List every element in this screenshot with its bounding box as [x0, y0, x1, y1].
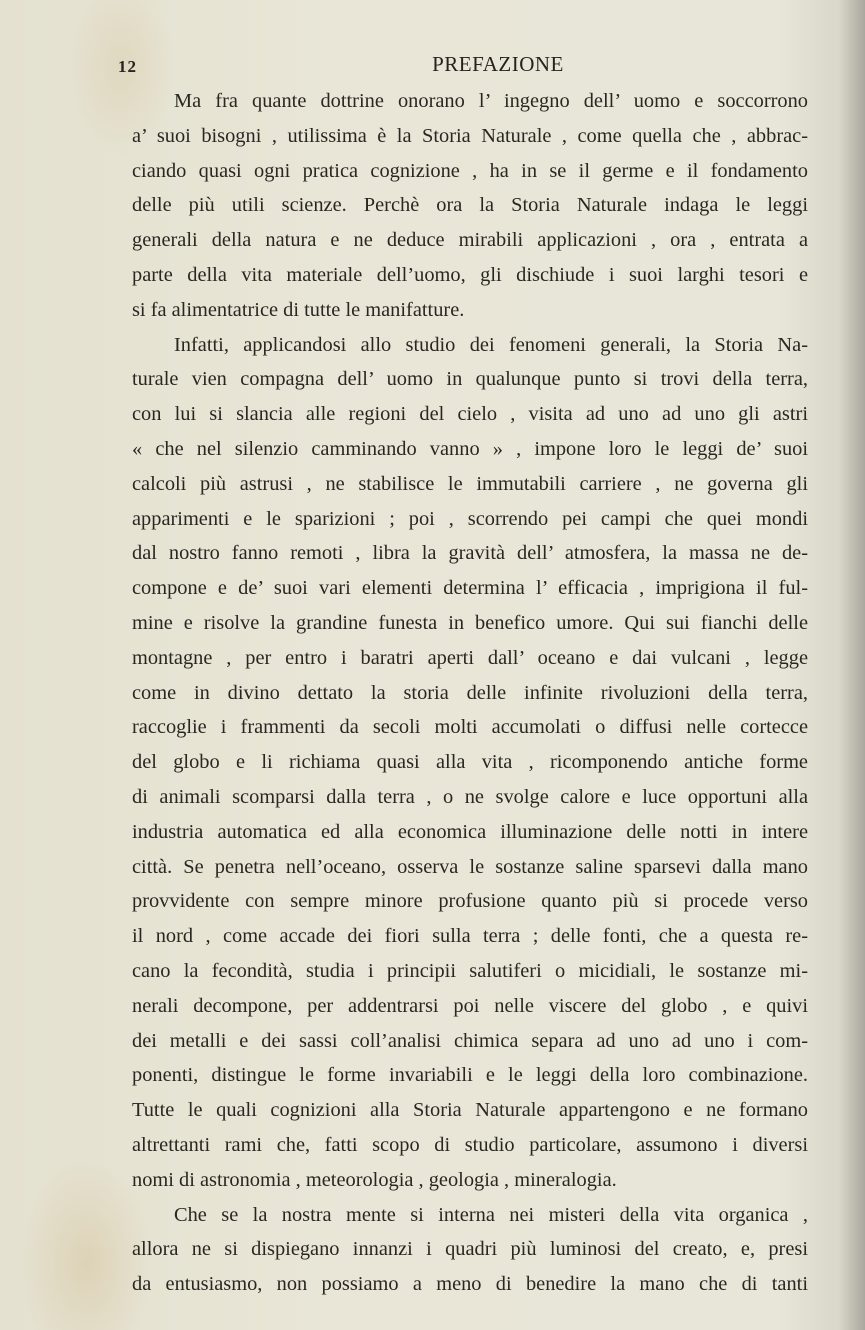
text-line: del globo e li richiama quasi alla vita , ricomponendo antiche forme: [132, 751, 808, 774]
paragraph: [132, 1198, 808, 1302]
text-line: calcoli più astrusi , ne stabilisce le immutabili carriere , ne governa gli: [132, 472, 808, 495]
text-line: raccoglie i frammenti da secoli molti accumolati o diffusi nelle cortecce: [132, 716, 808, 739]
text-line: provvidente con sempre minore profusione quanto più si procede verso: [132, 890, 808, 913]
text-line: parte della vita materiale dell’uomo, gli dischiude i suoi larghi tesori e: [132, 263, 808, 286]
running-title: PREFAZIONE: [432, 52, 564, 76]
text-line: Tutte le quali cognizioni alla Storia Naturale appartengono e ne formano: [132, 1099, 808, 1122]
text-line: allora ne si dispiegano innanzi i quadri più luminosi del creato, e, presi: [132, 1238, 808, 1261]
text-line: Ma fra quante dottrine onorano l’ ingegno dell’ uomo e soccorrono: [174, 90, 808, 112]
text-line: mine e risolve la grandine funesta in benefico umore. Qui sui fianchi delle: [132, 611, 808, 634]
text-line: nerali decompone, per addentrarsi poi nelle viscere del globo , e quivi: [132, 994, 808, 1017]
text-line: turale vien compagna dell’ uomo in qualunque punto si trovi della terra,: [132, 368, 808, 391]
page-number: 12: [118, 57, 137, 76]
text-line: nomi di astronomia , meteorologia , geologia , mineralogia.: [132, 1168, 617, 1191]
text-line: apparimenti e le sparizioni ; poi , scorrendo pei campi che quei mondi: [132, 507, 808, 530]
text-line: si fa alimentatrice di tutte le manifatture.: [132, 298, 465, 321]
text-line: « che nel silenzio camminando vanno » , impone loro le leggi de’ suoi: [132, 437, 808, 460]
text-line: cano la fecondità, studia i principii salutiferi o micidiali, le sostanze mi-: [132, 959, 808, 982]
text-line: il nord , come accade dei fiori sulla terra ; delle fonti, che a questa re-: [132, 925, 808, 948]
text-line: ciando quasi ogni pratica cognizione , ha in se il germe e il fondamento: [132, 159, 808, 182]
text-line: altrettanti rami che, fatti scopo di studio particolare, assumono i diversi: [132, 1133, 808, 1156]
text-line: generali della natura e ne deduce mirabili applicazioni , ora , entrata a: [132, 229, 808, 252]
text-line: Che se la nostra mente si interna nei misteri della vita organica ,: [174, 1203, 808, 1226]
text-line: Infatti, applicandosi allo studio dei fenomeni generali, la Storia Na-: [174, 333, 808, 356]
paragraph: [132, 328, 808, 1198]
text-line: di animali scomparsi dalla terra , o ne svolge calore e luce opportuni alla: [132, 785, 808, 808]
text-line: compone e de’ suoi vari elementi determina l’ efficacia , imprigiona il ful-: [132, 577, 808, 600]
text-line: dei metalli e dei sassi coll’analisi chimica separa ad uno ad uno i com-: [132, 1029, 808, 1052]
text-line: da entusiasmo, non possiamo a meno di benedire la mano che di tanti: [132, 1273, 808, 1296]
text-line: delle più utili scienze. Perchè ora la Storia Naturale indaga le leggi: [132, 194, 808, 217]
text-line: industria automatica ed alla economica illuminazione delle notti in intere: [132, 820, 808, 843]
page-header: [118, 52, 778, 82]
paragraph: [132, 84, 808, 328]
text-line: città. Se penetra nell’oceano, osserva le sostanze saline sparsevi dalla mano: [132, 855, 808, 878]
body-text: [132, 84, 808, 1302]
text-line: a’ suoi bisogni , utilissima è la Storia Naturale , come quella che , abbrac-: [132, 124, 808, 147]
text-line: ponenti, distingue le forme invariabili e le leggi della loro combinazione.: [132, 1064, 808, 1087]
text-line: con lui si slancia alle regioni del cielo , visita ad uno ad uno gli astri: [132, 403, 808, 426]
text-line: montagne , per entro i baratri aperti dall’ oceano e dai vulcani , legge: [132, 646, 808, 669]
text-line: come in divino dettato la storia delle infinite rivoluzioni della terra,: [132, 681, 808, 704]
text-line: dal nostro fanno remoti , libra la gravità dell’ atmosfera, la massa ne de-: [132, 542, 808, 565]
